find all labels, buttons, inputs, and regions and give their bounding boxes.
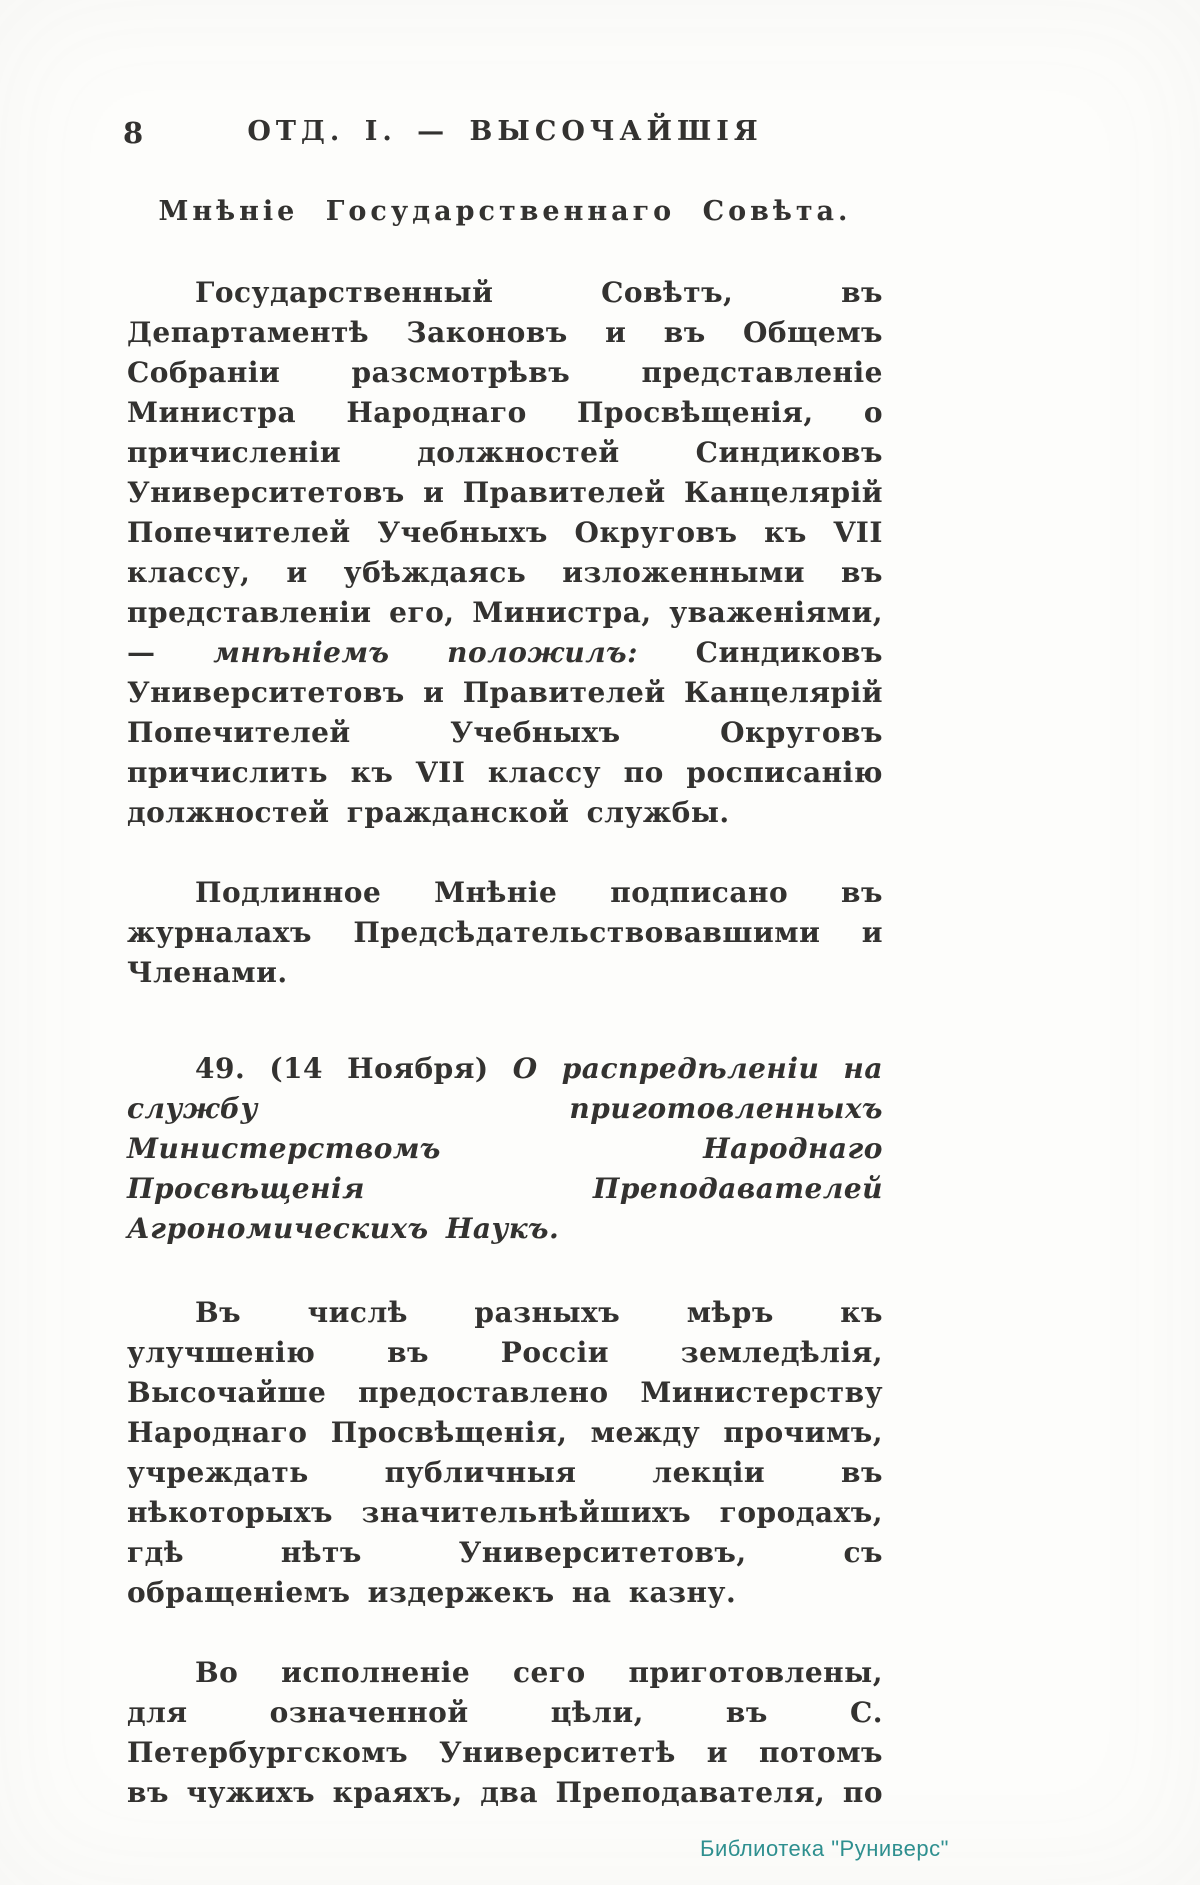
- section-heading: Мнѣніе Государственнаго Совѣта.: [158, 196, 852, 227]
- page-header: [123, 116, 883, 150]
- paragraph-signing-note: Подлинное Мнѣніе подписано въ журналахъ Предсѣдательствовавшими и Членами.: [127, 876, 883, 989]
- paragraph-council-resolution: [127, 273, 883, 833]
- resolution-text-after: Синдиковъ Университетовъ и Правителей Канцелярій Попечителей Учебныхъ Округовъ причислить къ VII классу по росписанію должностей гражданской службы.: [127, 636, 883, 829]
- paragraph-preparation: Во исполненіе сего приготовлены, для означенной цѣли, въ С. Петербургскомъ Университетѣ и потомъ въ чужихъ краяхъ, два Преподавателя, по: [127, 1656, 883, 1809]
- library-watermark: Библиотека "Руниверс": [700, 1836, 949, 1861]
- paragraph-measures: Въ числѣ разныхъ мѣръ къ улучшенію въ Россіи земледѣлія, Высочайше предоставлено Министерству Народнаго Просвѣщенія, между прочимъ, учреждать публичныя лекціи въ нѣкоторыхъ значительнѣйшихъ городахъ, гдѣ нѣтъ Университетовъ, съ обращеніемъ издержекъ на казну.: [127, 1296, 883, 1609]
- entry-number: 49. (14 Ноября): [195, 1052, 513, 1085]
- page-number: 8: [123, 116, 145, 150]
- entry-heading: [127, 1049, 883, 1249]
- running-title: ОТД. I. — ВЫСОЧАЙШІЯ: [247, 116, 763, 147]
- resolution-italic-phrase: мнѣніемъ положилъ:: [213, 636, 638, 669]
- entry-title: О распредѣленіи на службу приготовленныхъ Министерствомъ Народнаго Просвѣщенія Преподавателей Агрономическихъ Наукъ.: [127, 1052, 883, 1245]
- page-body: [127, 196, 883, 1813]
- resolution-text-before: Государственный Совѣтъ, въ Департаментѣ Законовъ и въ Общемъ Собраніи разсмотрѣвъ представленіе Министра Народнаго Просвѣщенія, о причисленіи должностей Синдиковъ Университетовъ и Правителей Канцелярій Попечителей Учебныхъ Округовъ къ VII классу, и убѣждаясь изложенными въ представленіи его, Министра, уваженіями,—: [127, 276, 883, 669]
